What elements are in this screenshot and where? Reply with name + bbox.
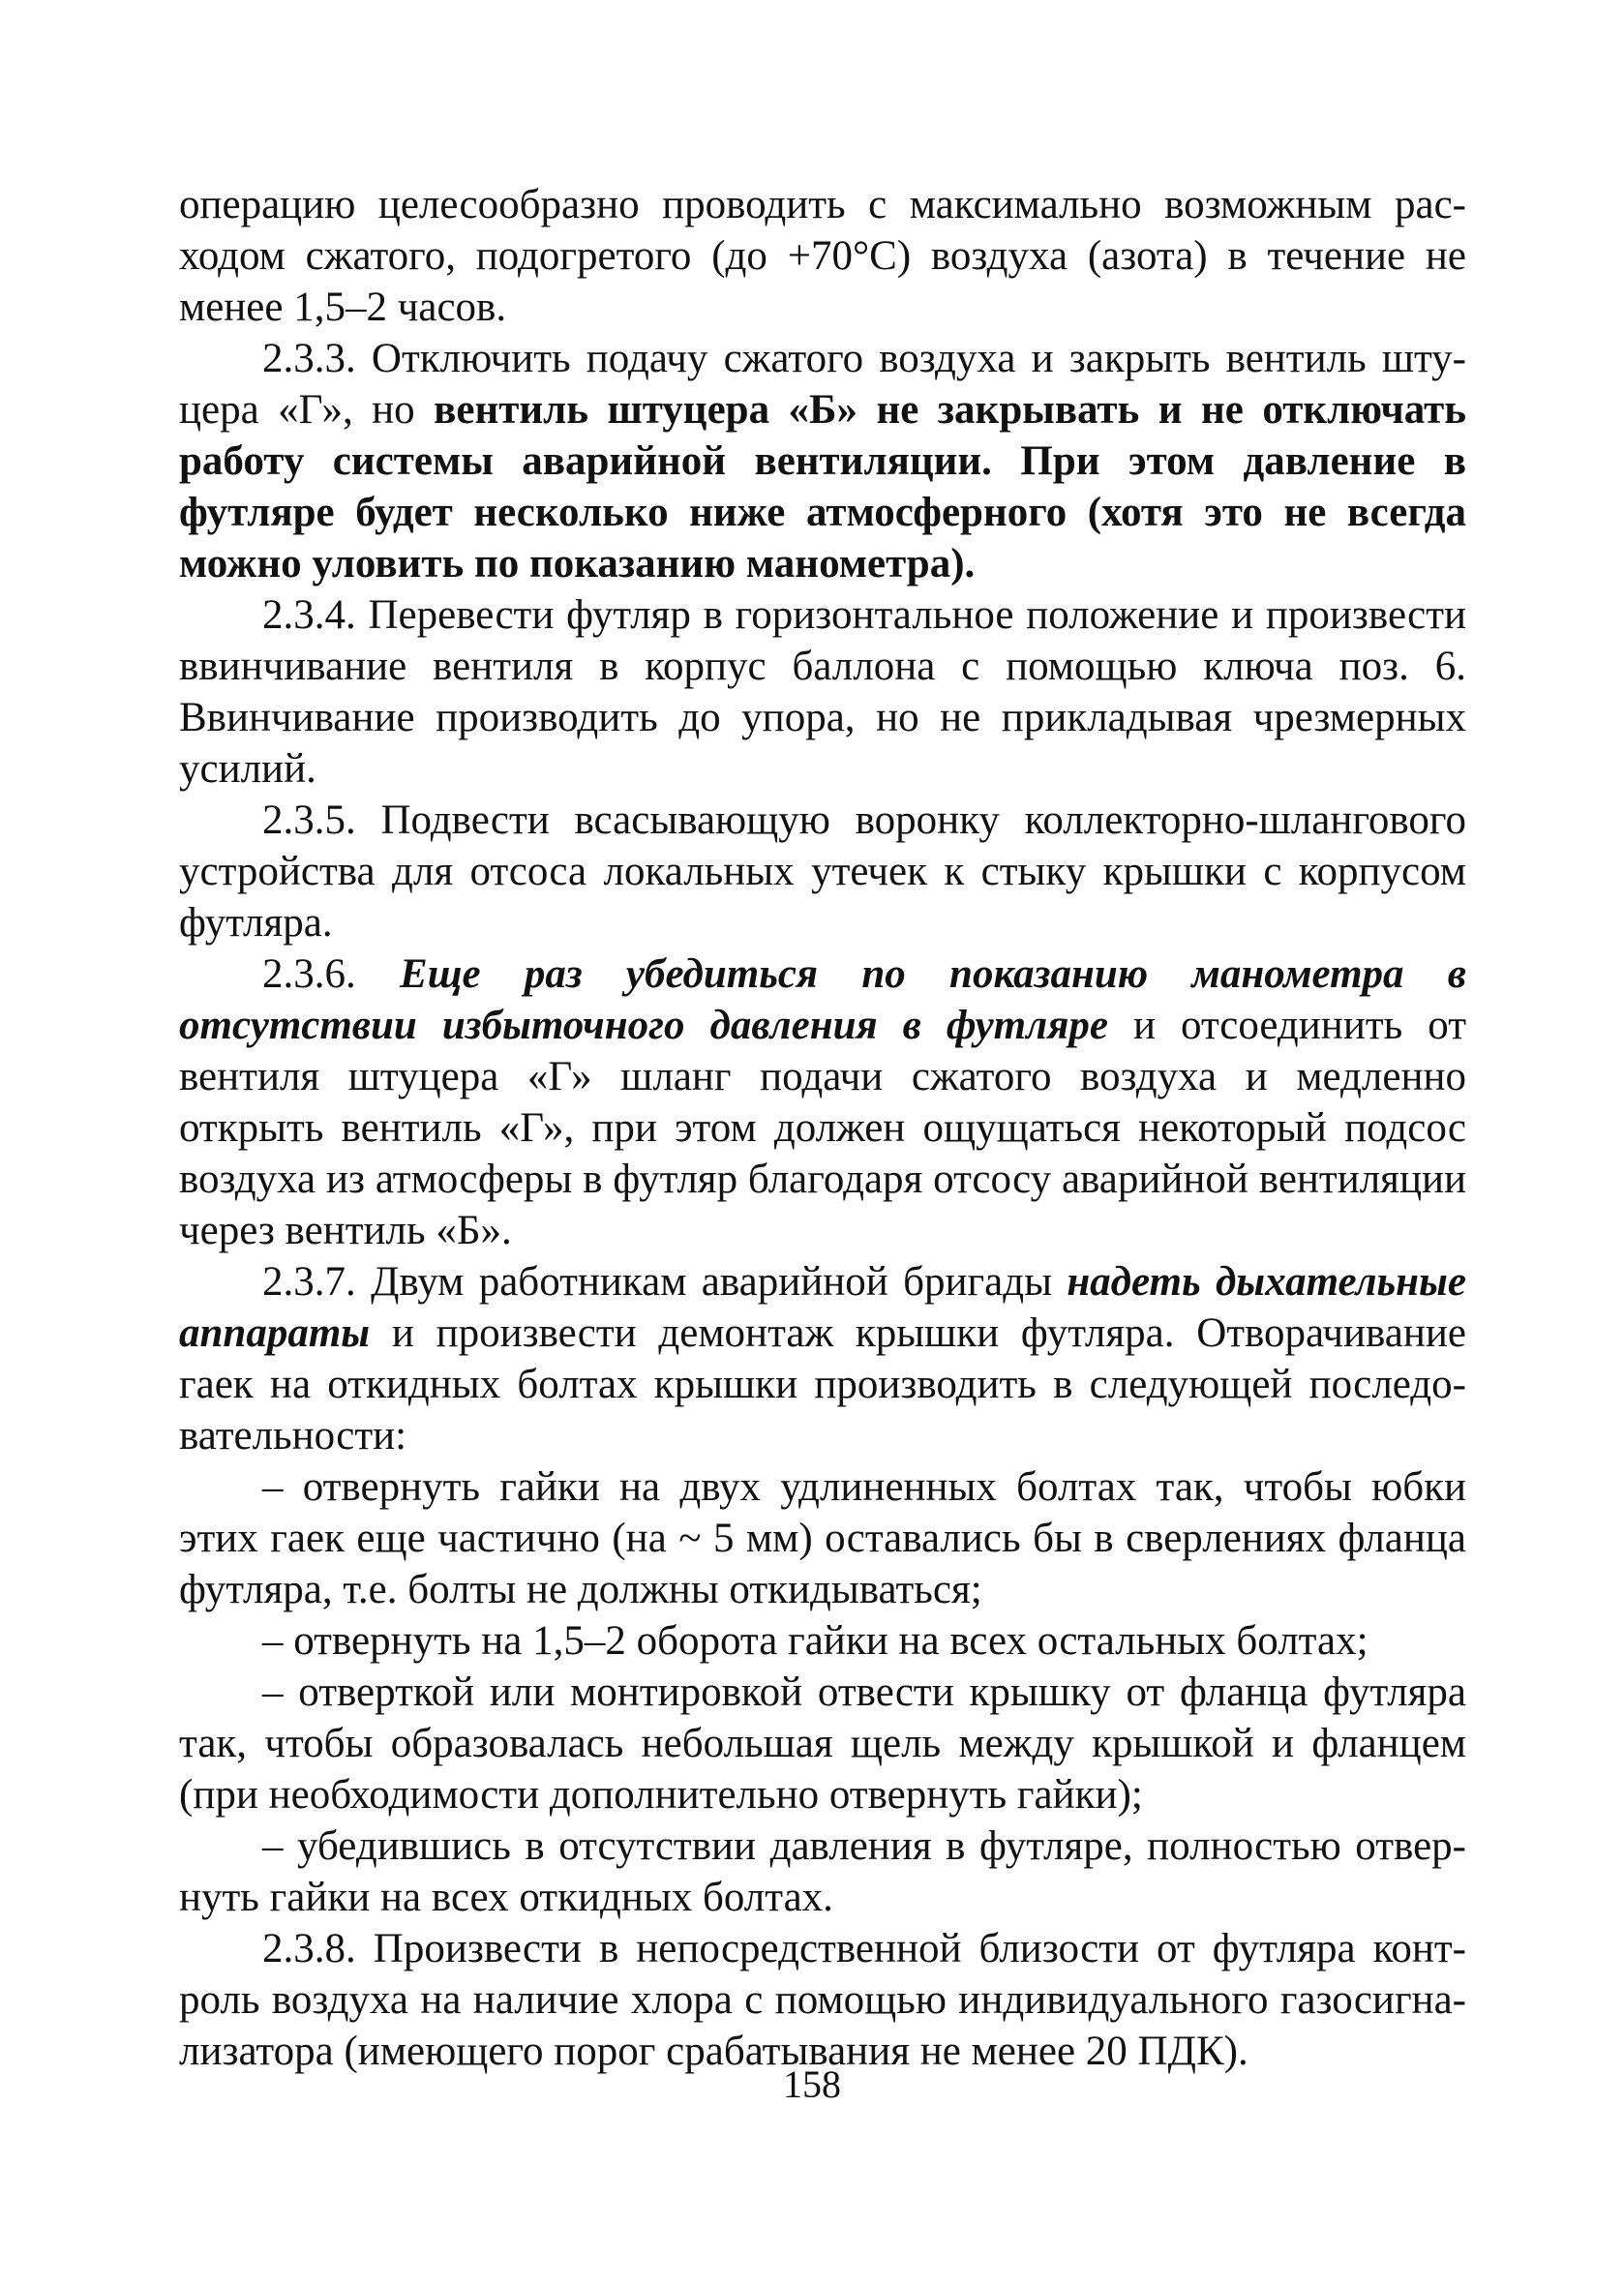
list-item: – убедившись в отсутствии давления в футляре, полностью отвернуть гайки на всех откидных болтах. bbox=[179, 1823, 1466, 1920]
paragraph-2-3-4: 2.3.4. Перевести футляр в горизонтальное положение и произвести ввинчивание вентиля в корпус баллона с помощью ключа поз. 6. Ввинчивание производить до упора, но не прикладывая чрезмерных усилий. bbox=[179, 592, 1466, 792]
paragraph-2-3-7: 2.3.7. Двум работникам аварийной бригады надеть дыхательные аппараты и произвести демонтаж крышки футляра. Отворачивание гаек на откидных болтах крышки производить в следующей последовательности: bbox=[179, 1259, 1466, 1459]
list-item: – отверткой или монтировкой отвести крышку от фланца футляра так, чтобы образовалась небольшая щель между крышкой и фланцем (при необходимости дополнительно отвернуть гайки); bbox=[179, 1669, 1466, 1818]
paragraph-2-3-5: 2.3.5. Подвести всасывающую воронку коллекторно-шлангового устройства для отсоса локальных утечек к стыку крышки с корпусом футляра. bbox=[179, 797, 1466, 946]
bold-italic-emphasis: Еще раз убедиться по показанию манометра в отсутствии избыточного давления в футляре bbox=[179, 951, 1466, 1048]
paragraph-2-3-3: 2.3.3. Отключить подачу сжатого воздуха и закрыть вентиль штуцера «Г», но вентиль штуцера «Б» не закрывать и не отключать работу системы аварийной вентиляции. При этом давление в футляре будет несколько ниже атмосферного (хотя это не всегда можно уловить по показанию манометра). bbox=[179, 336, 1466, 587]
page-number: 158 bbox=[783, 2062, 841, 2106]
list-item: – отвернуть гайки на двух удлиненных болтах так, чтобы юбки этих гаек еще частично (на ~ 5 мм) оставались бы в сверлениях фланца футляра, т.е. болты не должны откидываться; bbox=[179, 1464, 1466, 1612]
paragraph-2-3-6: 2.3.6. Еще раз убедиться по показанию манометра в отсутствии избыточного давления в футляре и отсоединить от вентиля штуцера «Г» шланг подачи сжатого воздуха и медленно открыть вентиль «Г», при этом должен ощущаться некоторый подсос воздуха из атмосферы в футляр благодаря отсосу аварийной вентиляции через вентиль «Б». bbox=[179, 951, 1466, 1253]
bold-emphasis: вентиль штуцера «Б» не закрывать и не отключать работу системы аварийной вентиляции. При этом давление в футляре будет несколько ниже атмосферного (хотя это не всегда можно уловить по показанию манометра). bbox=[179, 387, 1466, 587]
body-text bbox=[179, 179, 1466, 2077]
bold-italic-emphasis: надеть дыхательные аппараты bbox=[179, 1259, 1466, 1356]
list-item: – отвернуть на 1,5–2 оборота гайки на всех остальных болтах; bbox=[262, 1618, 1368, 1664]
paragraph-continuation: операцию целесообразно проводить с максимально возможным расходом сжатого, подогретого (до +70°С) воздуха (азота) в течение не менее 1,5–2 часов. bbox=[179, 182, 1466, 330]
paragraph-2-3-8: 2.3.8. Произвести в непосредственной близости от футляра контроль воздуха на наличие хлора с помощью индивидуального газосигнализатора (имеющего порог срабатывания не менее 20 ПДК). bbox=[179, 1926, 1466, 2074]
